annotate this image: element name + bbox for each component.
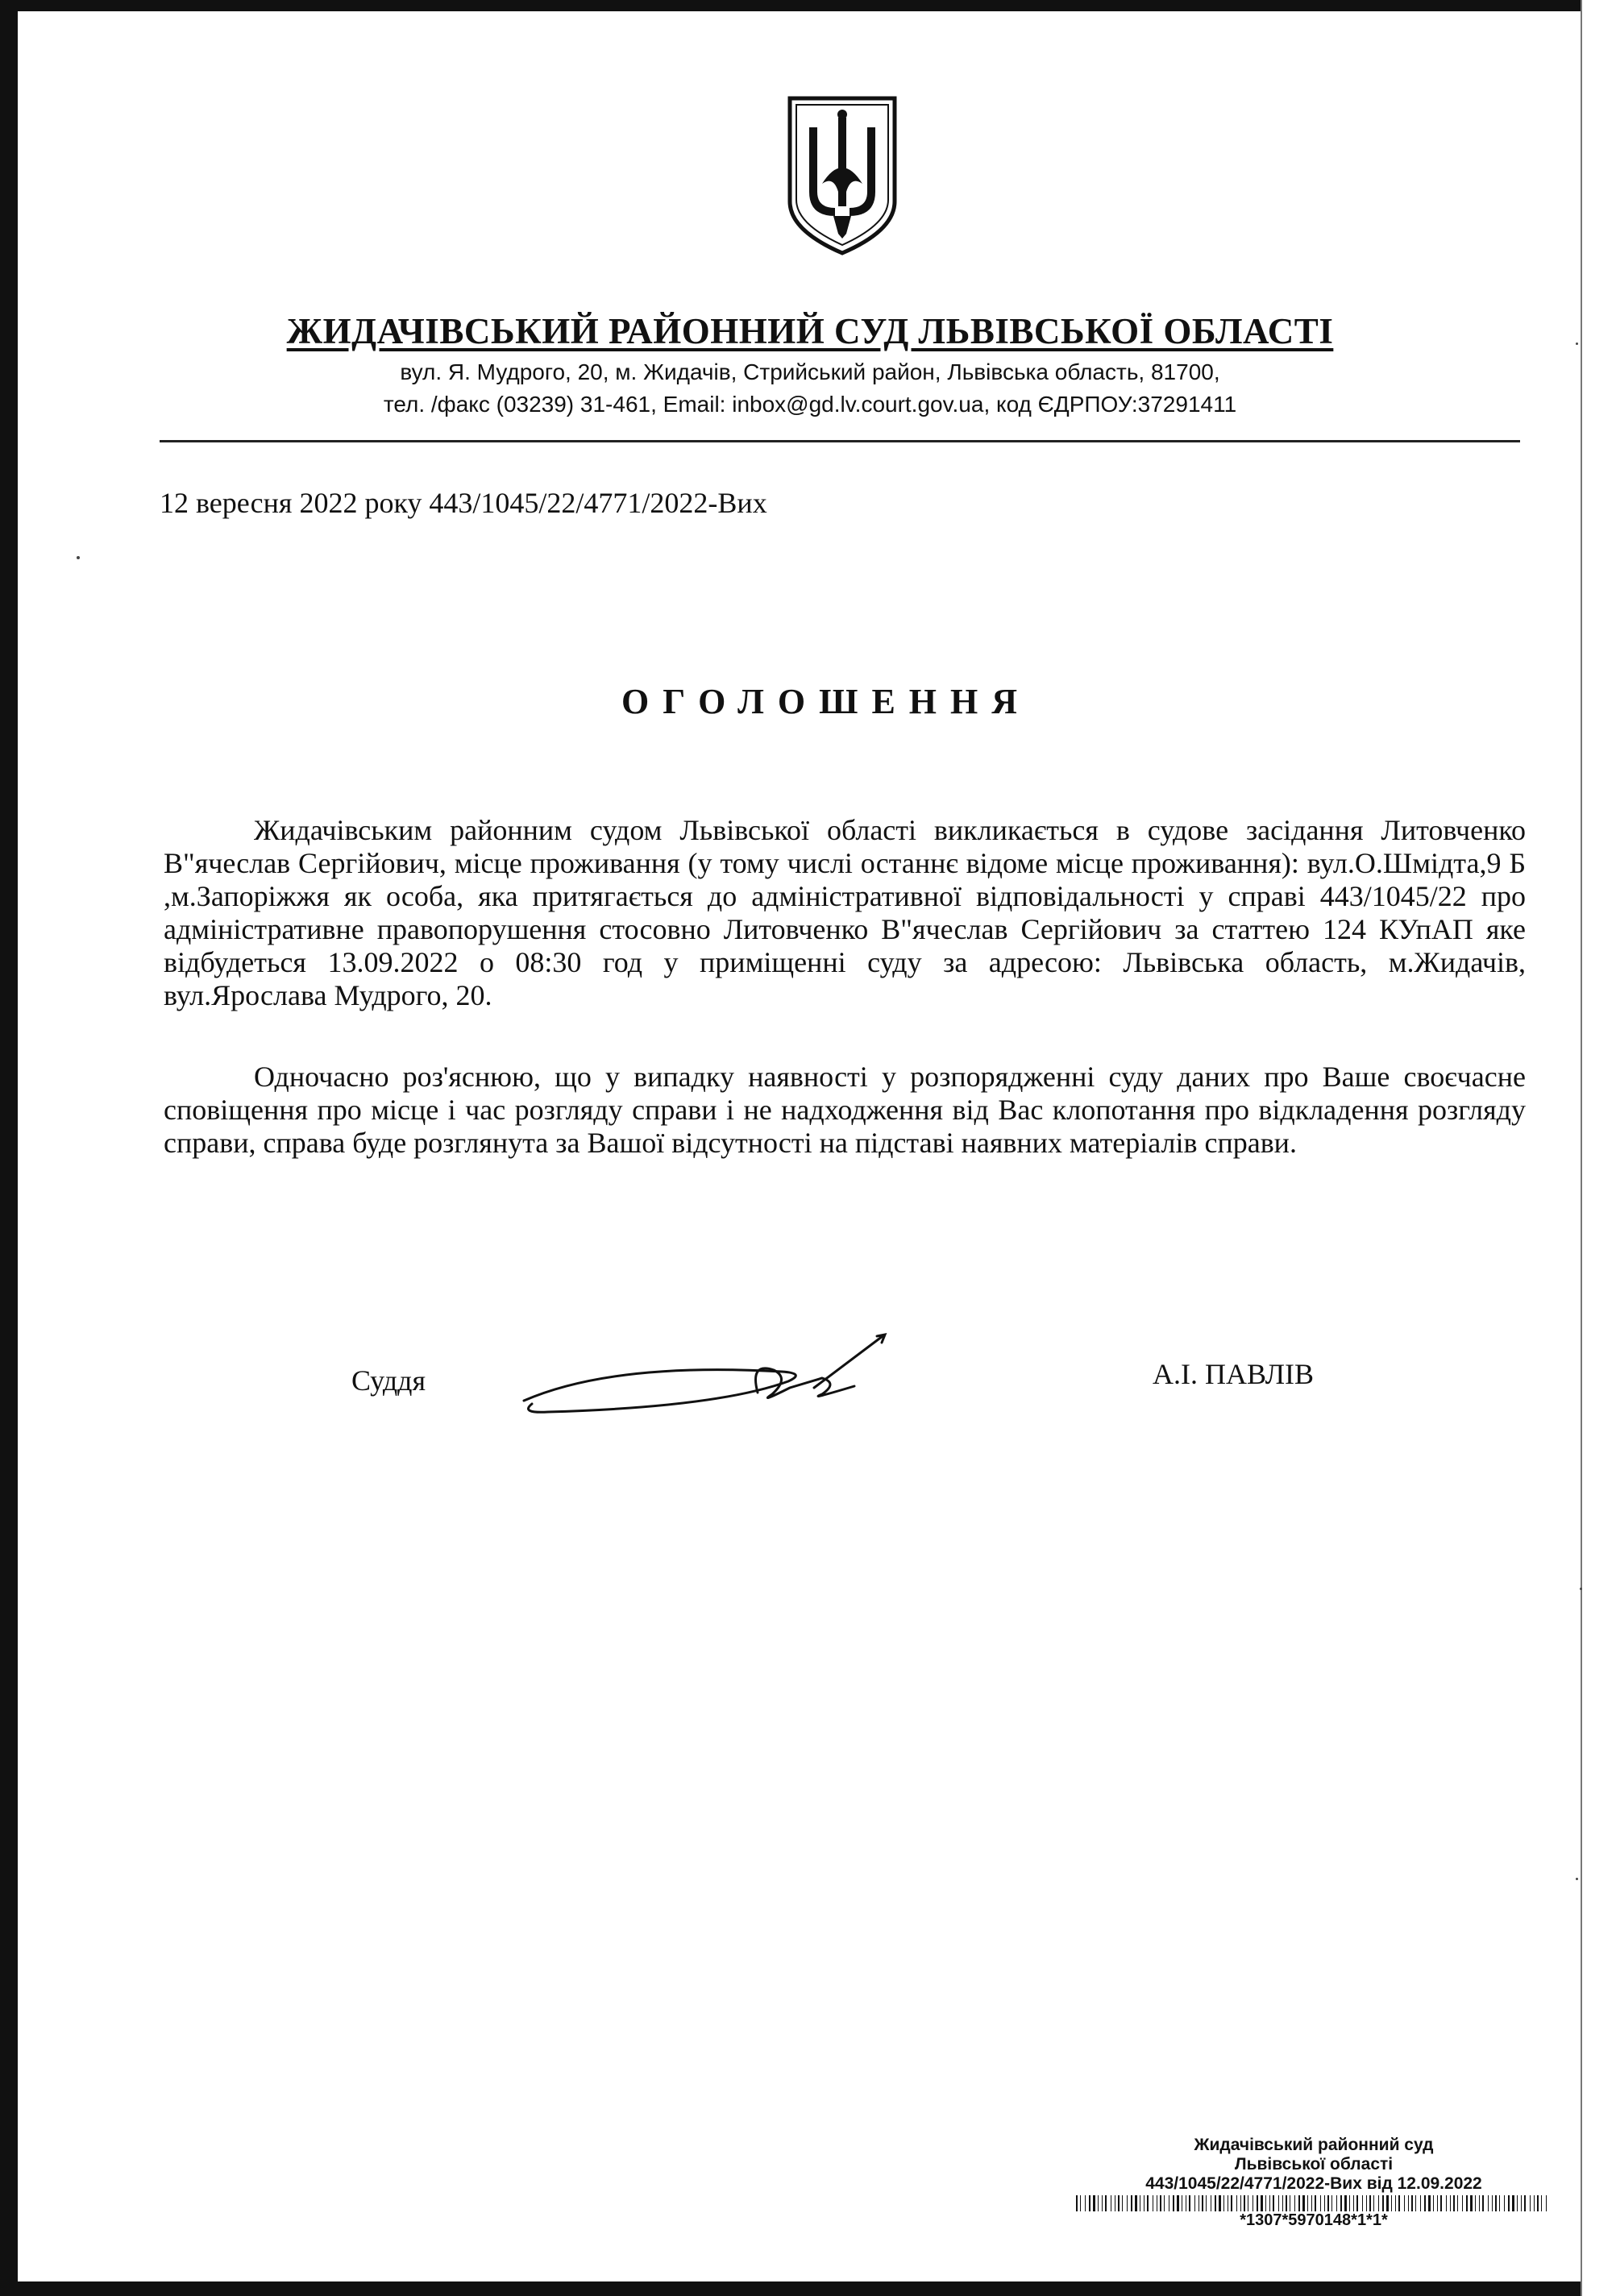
scan-speck (1576, 1878, 1578, 1880)
scan-border-left (0, 0, 18, 2296)
scan-speck (77, 556, 80, 559)
court-name: ЖИДАЧІВСЬКИЙ РАЙОННИЙ СУД ЛЬВІВСЬКОЇ ОБЛАСТІ (286, 311, 1334, 351)
scan-speck (1580, 1588, 1582, 1590)
stamp-code: *1307*5970148*1*1* (1240, 2211, 1388, 2229)
scan-border-top (0, 0, 1616, 11)
judge-name: А.І. ПАВЛІВ (1153, 1358, 1315, 1390)
clarification-paragraph: Одночасно роз'яснюю, що у випадку наявності у розпорядженні суду даних про Ваше своєчасне сповіщення про місце і час розгляду справи і не надходження від Вас клопотання про відкладення розгляду справи, справа буде розглянута за Вашої відсутності на підставі наявних матеріалів справи. (164, 1061, 1526, 1159)
scan-border-bottom (0, 2281, 1616, 2296)
registration-stamp (1064, 2136, 1564, 2229)
court-contacts: тел. /факс (03239) 31-461, Email: inbox@gd.lv.court.gov.ua, код ЄДРПОУ:37291411 (383, 392, 1237, 417)
notice-paragraph: Жидачівським районним судом Львівської області викликається в судове засідання Литовченко В"ячеслав Сергійович, місце проживання (у тому числі останнє відоме місце проживання): вул.О.Шмідта,9 Б ,м.Запоріжжя як особа, яка притягається до адміністративної відповідальності у справі 443/1045/22 про адміністративне правопорушення стосовно Литовченко В"ячеслав Сергійович за статтею 124 КУпАП яке відбудеться 13.09.2022 о 08:30 год у приміщенні суду за адресою: Львівська область, м.Жидачів, вул.Ярослава Мудрого, 20. (164, 814, 1526, 1011)
scan-border-right (1581, 0, 1616, 2296)
scan-speck (1576, 343, 1578, 345)
ukraine-trident-emblem-icon (785, 95, 899, 256)
judge-label: Суддя (351, 1364, 426, 1397)
stamp-court-name: Жидачівський районний суд (1194, 2136, 1434, 2154)
header-divider (160, 440, 1520, 442)
document-heading: ОГОЛОШЕННЯ (621, 682, 1032, 721)
handwritten-signature-icon (516, 1330, 903, 1418)
stamp-reference: 443/1045/22/4771/2022-Вих від 12.09.2022 (1145, 2174, 1482, 2193)
document-date-reference: 12 вересня 2022 року 443/1045/22/4771/2022-Вих (160, 487, 767, 519)
stamp-region: Львівської області (1234, 2155, 1394, 2174)
court-address: вул. Я. Мудрого, 20, м. Жидачів, Стрийський район, Львівська область, 81700, (400, 359, 1220, 384)
barcode-icon (1076, 2195, 1552, 2211)
